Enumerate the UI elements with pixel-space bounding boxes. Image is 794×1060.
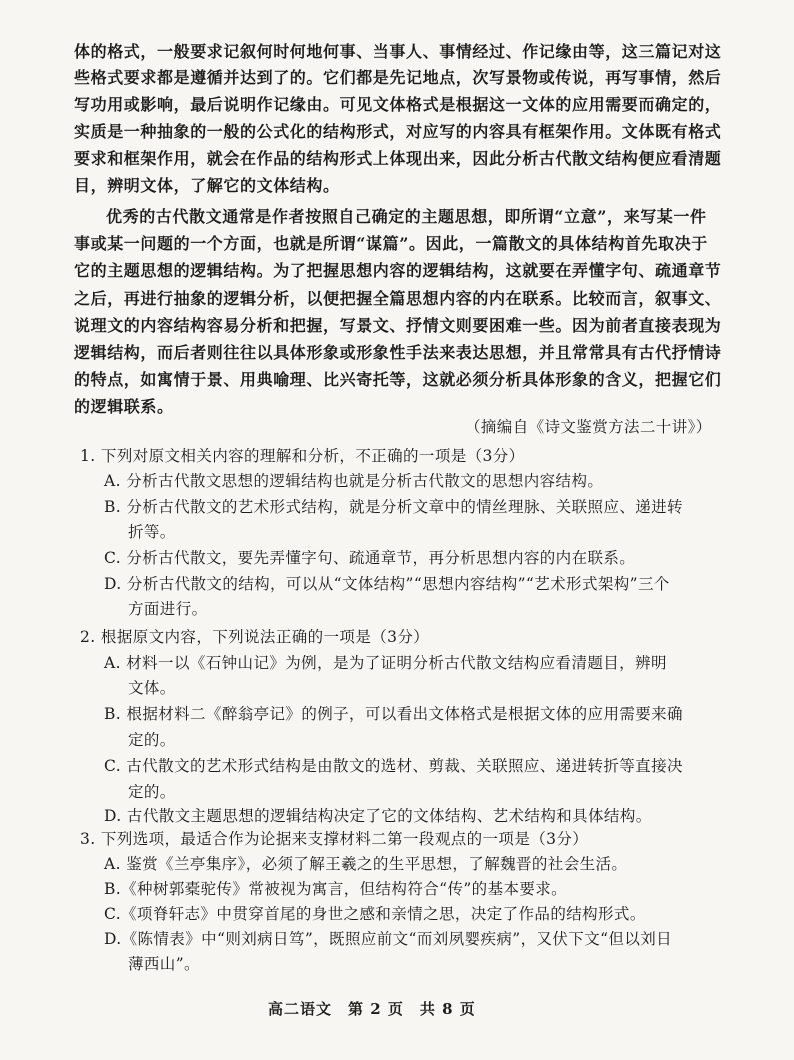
- option-d: D. 古代散文主题思想的逻辑结构决定了它的文体结构、艺术结构和具体结构。: [104, 807, 652, 825]
- passage-line: 要求和框架作用，就会在作品的结构形式上体现出来，因此分析古代散文结构便应看清题: [74, 149, 722, 168]
- passage-line: 实质是一种抽象的一般的公式化的结构形式，对应写的内容具有框架作用。文体既有格式: [74, 122, 722, 141]
- option-d-cont: 薄西山”。: [128, 955, 200, 973]
- passage-line: 事或某一问题的一个方面，也就是所谓“谋篇”。因此，一篇散文的具体结构首先取决于: [74, 234, 708, 253]
- option-a: A. 材料一以《石钟山记》为例，是为了证明分析古代散文结构应看清题目，辨明: [104, 654, 667, 672]
- option-c: C.《项脊轩志》中贯穿首尾的身世之感和亲情之思，决定了作品的结构形式。: [104, 905, 646, 923]
- page-footer: 高二语文 第 2 页 共 8 页: [268, 1000, 476, 1018]
- passage-line: 逻辑结构，而后者则往往以具体形象或形象性手法来表达思想，并且常常具有古代抒情诗: [74, 343, 722, 362]
- passage-line: 写功用或影响，最后说明作记缘由。可见文体格式是根据这一文体的应用需要而确定的，: [74, 95, 722, 114]
- option-c: C. 古代散文的艺术形式结构是由散文的选材、剪裁、关联照应、递进转折等直接决: [104, 757, 683, 775]
- question-stem: 2. 根据原文内容，下列说法正确的一项是（3分）: [80, 628, 430, 646]
- passage-line: 它的主题思想的逻辑结构。为了把握思想内容的逻辑结构，这就要在弄懂字句、疏通章节: [74, 261, 722, 280]
- passage-line: 些格式要求都是遵循并达到了的。它们都是先记地点，次写景物或传说，再写事情，然后: [74, 68, 722, 87]
- passage-line: 目，辨明文体，了解它的文体结构。: [74, 176, 340, 195]
- passage-line: 之后，再进行抽象的逻辑分析，以便把握全篇思想内容的内在联系。比较而言，叙事文、: [74, 289, 722, 308]
- option-c-cont: 定的。: [128, 783, 176, 801]
- option-a-cont: 文体。: [128, 679, 176, 697]
- option-a: A. 鉴赏《兰亭集序》，必须了解王羲之的生平思想，了解魏晋的社会生活。: [104, 855, 628, 873]
- question-stem: 1. 下列对原文相关内容的理解和分析，不正确的一项是（3分）: [80, 447, 525, 465]
- option-d-cont: 方面进行。: [128, 600, 208, 618]
- passage-line: 说理文的内容结构容易分析和把握，写景文、抒情文则要困难一些。因为前者直接表现为: [74, 316, 722, 335]
- source-citation: （摘编自《诗文鉴赏方法二十讲》）: [465, 418, 712, 436]
- option-b: B. 分析古代散文的艺术形式结构，就是分析文章中的情丝理脉、关联照应、递进转: [104, 498, 683, 516]
- option-a: A. 分析古代散文思想的逻辑结构也就是分析古代散文的思想内容结构。: [104, 472, 604, 490]
- question-stem: 3. 下列选项，最适合作为论据来支撑材料二第一段观点的一项是（3分）: [80, 830, 589, 848]
- option-d: D. 分析古代散文的结构，可以从“文体结构”“思想内容结构”“艺术形式架构”三个: [104, 575, 670, 593]
- option-d: D.《陈情表》中“则刘病日笃”，既照应前文“而刘夙婴疾病”，又伏下文“但以刘日: [104, 930, 673, 948]
- option-b-cont: 定的。: [128, 731, 176, 749]
- passage-line: 的特点，如寓情于景、用典喻理、比兴寄托等，这就必须分析具体形象的含义，把握它们: [74, 370, 722, 389]
- option-b-cont: 折等。: [128, 523, 176, 541]
- option-b: B.《种树郭橐驼传》常被视为寓言，但结构符合“传”的基本要求。: [104, 880, 568, 898]
- passage-line: 优秀的古代散文通常是作者按照自己确定的主题思想，即所谓“立意”，来写某一件: [106, 207, 707, 226]
- option-c: C. 分析古代散文，要先弄懂字句、疏通章节，再分析思想内容的内在联系。: [104, 549, 636, 567]
- option-b: B. 根据材料二《醉翁亭记》的例子，可以看出文体格式是根据文体的应用需要来确: [104, 705, 683, 723]
- passage-line: 体的格式，一般要求记叙何时何地何事、当事人、事情经过、作记缘由等，这三篇记对这: [74, 42, 722, 61]
- passage-line: 的逻辑联系。: [74, 397, 174, 416]
